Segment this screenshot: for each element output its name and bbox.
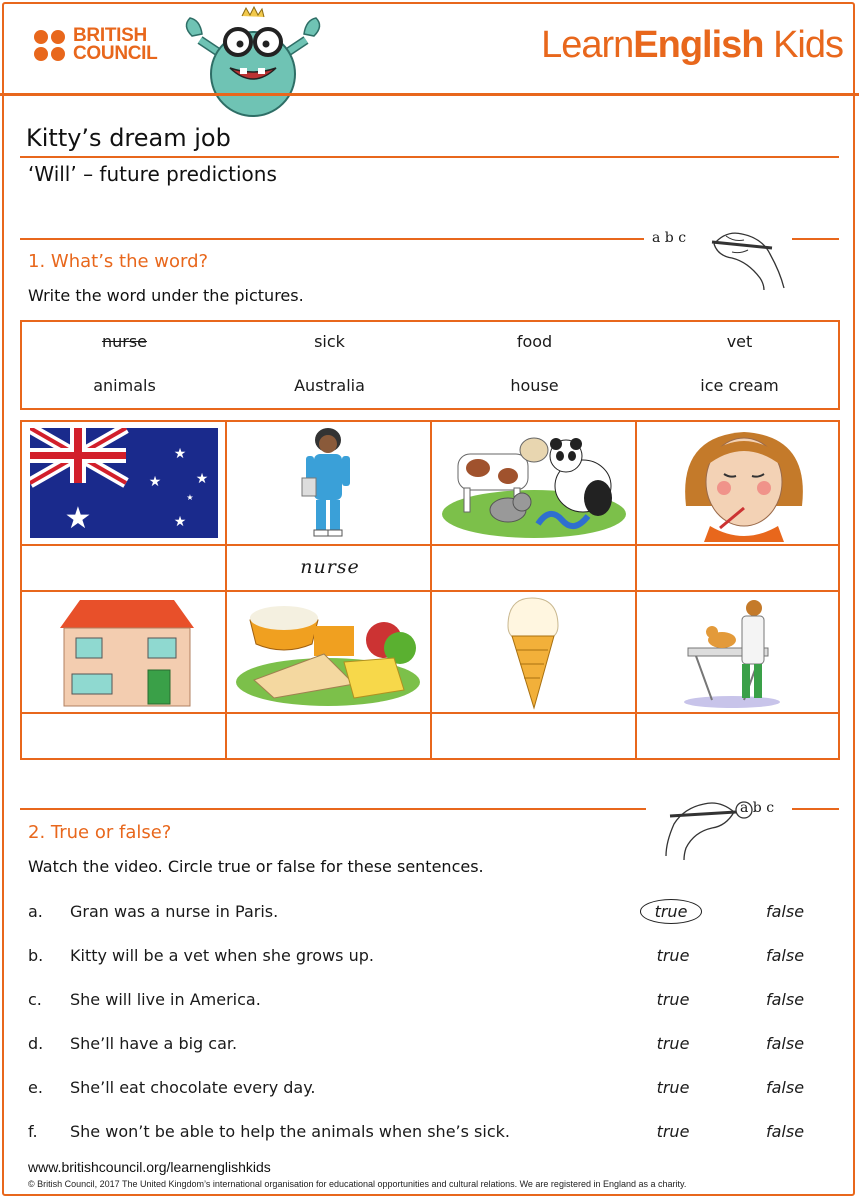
question-row bbox=[0, 990, 859, 1014]
false-option[interactable]: false bbox=[765, 1122, 805, 1141]
question-text: She will live in America. bbox=[70, 990, 261, 1009]
question-row bbox=[0, 902, 859, 926]
food-picture bbox=[234, 600, 422, 708]
svg-text:★: ★ bbox=[64, 501, 92, 536]
page-subtitle: ‘Will’ – future predictions bbox=[28, 162, 277, 186]
australia-flag-picture bbox=[30, 428, 218, 538]
question-text: Gran was a nurse in Paris. bbox=[70, 902, 279, 921]
hand-letters: a b c bbox=[652, 230, 687, 246]
nurse-picture bbox=[292, 426, 362, 542]
word-bank bbox=[20, 320, 840, 410]
example-answer: nurse bbox=[300, 556, 360, 578]
sick-girl-picture bbox=[674, 426, 814, 542]
section2-instruction: Watch the video. Circle true or false for these sentences. bbox=[28, 857, 484, 876]
question-letter: c. bbox=[28, 990, 42, 1009]
section1-title: 1. What’s the word? bbox=[28, 251, 209, 272]
british-council-line1: BRITISH bbox=[73, 25, 147, 46]
word-bank-item: sick bbox=[314, 332, 345, 351]
false-option[interactable]: false bbox=[765, 1034, 805, 1053]
question-row bbox=[0, 1122, 859, 1146]
svg-text:★: ★ bbox=[195, 471, 209, 487]
section2-title: 2. True or false? bbox=[28, 822, 172, 843]
word-bank-item: animals bbox=[93, 376, 156, 395]
hand-letters: a b c bbox=[740, 800, 775, 816]
true-option[interactable]: true bbox=[656, 1078, 690, 1097]
brand-learn: Learn bbox=[541, 24, 634, 66]
house-picture bbox=[52, 596, 200, 708]
brand-english: English bbox=[633, 24, 764, 66]
animals-picture bbox=[438, 428, 628, 542]
section1-rule-right bbox=[792, 238, 839, 240]
word-bank-item: nurse bbox=[101, 332, 148, 351]
false-option[interactable]: false bbox=[765, 1078, 805, 1097]
word-bank-item: house bbox=[510, 376, 559, 395]
svg-text:★: ★ bbox=[148, 474, 162, 490]
learnenglish-kids-logo bbox=[541, 24, 843, 67]
british-council-dots-icon bbox=[34, 30, 65, 61]
true-option[interactable] bbox=[640, 902, 706, 921]
question-row bbox=[0, 1078, 859, 1102]
section1-rule-left bbox=[20, 238, 644, 240]
question-row bbox=[0, 1034, 859, 1058]
word-bank-item: ice cream bbox=[700, 376, 779, 395]
question-letter: d. bbox=[28, 1034, 44, 1053]
monster-mascot-icon bbox=[172, 6, 334, 118]
true-option[interactable]: true bbox=[656, 946, 690, 965]
brand-kids: Kids bbox=[773, 24, 843, 66]
question-text: She’ll have a big car. bbox=[70, 1034, 238, 1053]
word-bank-item: food bbox=[516, 332, 553, 351]
ice-cream-picture bbox=[498, 596, 568, 712]
circled-answer: true bbox=[640, 899, 703, 924]
footer-copyright: © British Council, 2017 The United Kingdom’s international organisation for educational opportunities and cultural relations. We are registered in England as a charity. bbox=[28, 1179, 687, 1189]
header-divider bbox=[0, 93, 859, 96]
british-council-line2: COUNCIL bbox=[73, 43, 158, 64]
false-option[interactable]: false bbox=[765, 990, 805, 1009]
question-row bbox=[0, 946, 859, 970]
svg-text:★: ★ bbox=[173, 514, 187, 530]
question-letter: a. bbox=[28, 902, 43, 921]
question-text: She won’t be able to help the animals when she’s sick. bbox=[70, 1122, 510, 1141]
svg-text:★: ★ bbox=[173, 446, 187, 462]
section1-instruction: Write the word under the pictures. bbox=[28, 286, 304, 305]
true-option[interactable]: true bbox=[656, 990, 690, 1009]
true-option[interactable]: true bbox=[656, 1034, 690, 1053]
section2-rule-left bbox=[20, 808, 646, 810]
true-option[interactable]: true bbox=[656, 1122, 690, 1141]
question-text: Kitty will be a vet when she grows up. bbox=[70, 946, 374, 965]
false-option[interactable]: false bbox=[765, 946, 805, 965]
question-letter: f. bbox=[28, 1122, 38, 1141]
title-divider bbox=[20, 156, 839, 158]
picture-grid bbox=[20, 420, 840, 760]
svg-text:★: ★ bbox=[186, 493, 194, 502]
section2-rule-right bbox=[792, 808, 839, 810]
word-bank-item: vet bbox=[726, 332, 753, 351]
page-title: Kitty’s dream job bbox=[26, 124, 231, 152]
british-council-logo bbox=[34, 27, 157, 63]
false-option[interactable]: false bbox=[765, 902, 805, 921]
word-bank-item: Australia bbox=[294, 376, 365, 395]
question-letter: b. bbox=[28, 946, 44, 965]
question-text: She’ll eat chocolate every day. bbox=[70, 1078, 316, 1097]
footer-url-link[interactable]: www.britishcouncil.org/learnenglishkids bbox=[28, 1159, 271, 1175]
vet-picture bbox=[682, 596, 792, 708]
question-letter: e. bbox=[28, 1078, 43, 1097]
